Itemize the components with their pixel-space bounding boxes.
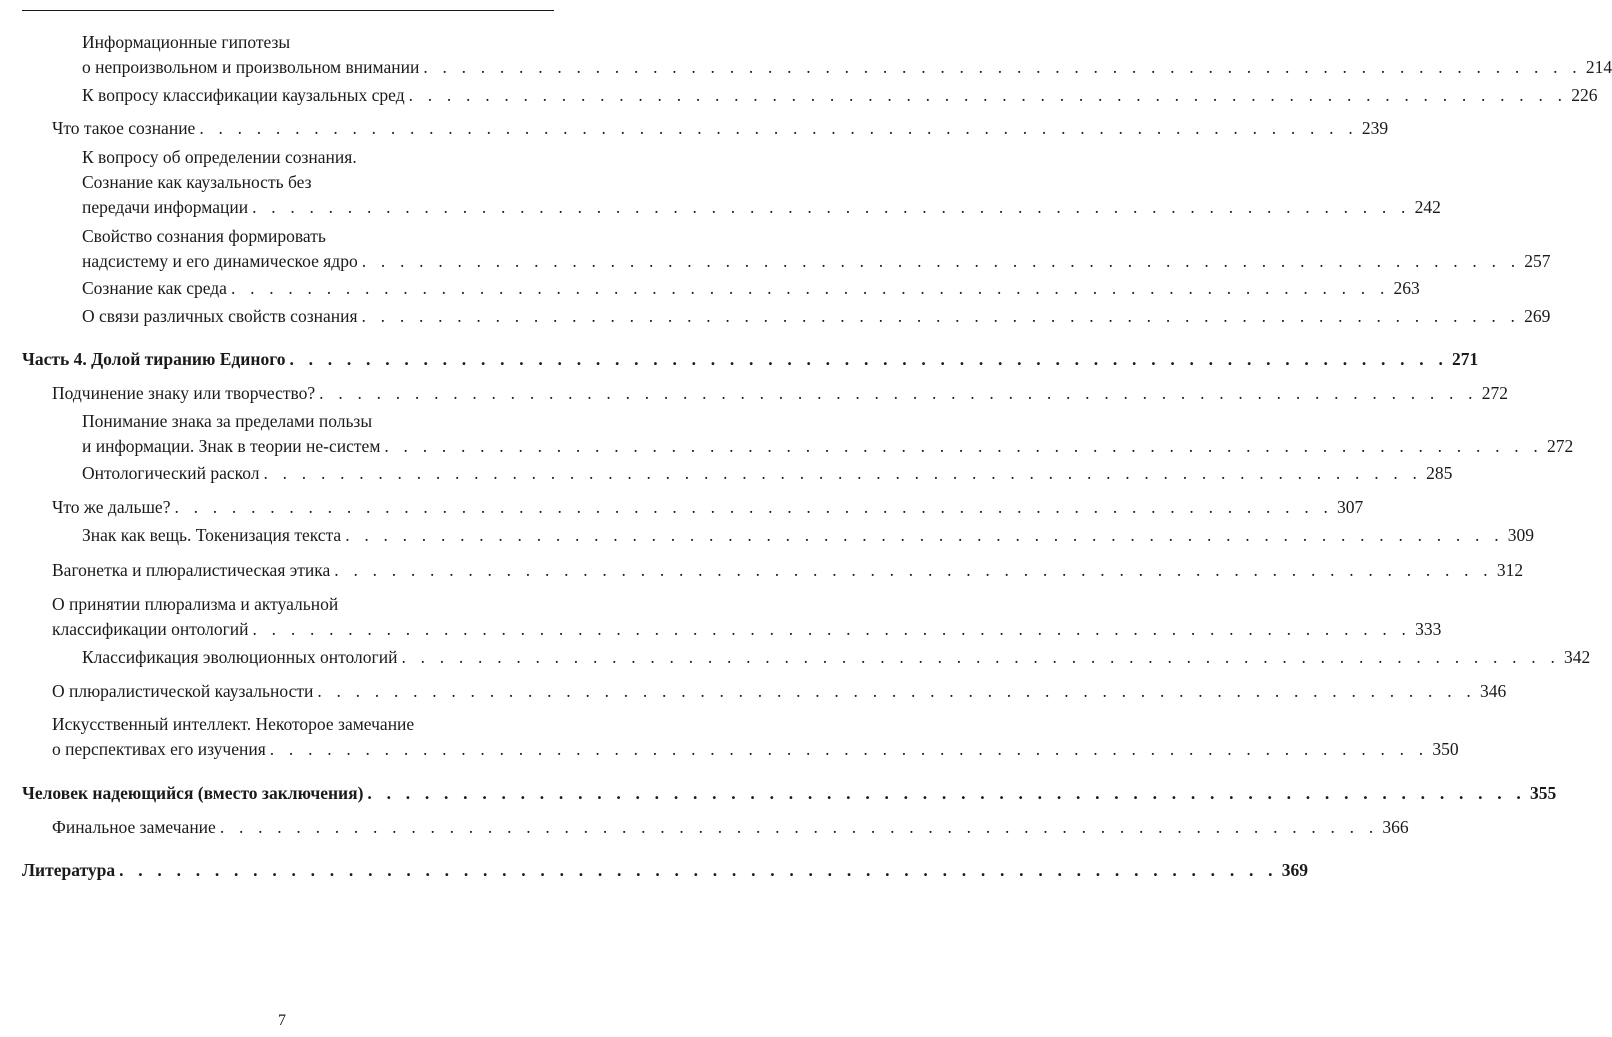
toc-entry-title: Человек надеющийся (вместо заключения) <box>22 783 364 803</box>
toc-entry-title: О связи различных свойств сознания <box>82 306 358 326</box>
dot-leader: . . . . . . . . . . . . . . . . . . . . . . . . . . . . . . . . . . . . . . . . . . . . . . . . . . . . . . . . . . . . . <box>269 739 1429 759</box>
dot-leader: . . . . . . . . . . . . . . . . . . . . . . . . . . . . . . . . . . . . . . . . . . . . . . . . . . . . . . . . . . . . . <box>367 783 1526 803</box>
toc-entry-line <box>82 83 1598 108</box>
toc-entry-page: 239 <box>1361 118 1389 138</box>
toc-entry-line <box>82 145 357 170</box>
toc-entry-page: 272 <box>1481 383 1508 403</box>
toc-entry-title: Знак как вещь. Токенизация текста <box>82 525 342 545</box>
toc-entry-page: 369 <box>1281 860 1308 880</box>
toc-entry-page: 242 <box>1414 197 1441 217</box>
dot-leader: . . . . . . . . . . . . . . . . . . . . . . . . . . . . . . . . . . . . . . . . . . . . . . . . . . . . . . . . . . . . . <box>319 383 1478 403</box>
toc-entry-title: классификации онтологий <box>52 619 249 639</box>
toc-entry-page: 307 <box>1337 497 1364 517</box>
toc-entry-page: 312 <box>1496 560 1524 580</box>
dot-leader: . . . . . . . . . . . . . . . . . . . . . . . . . . . . . . . . . . . . . . . . . . . . . . . . . . . . . . . . . . . . . <box>334 560 1493 580</box>
toc-entry-line <box>82 461 1453 486</box>
toc-entry-title: О плюралистической каузальности <box>52 681 314 701</box>
dot-leader: . . . . . . . . . . . . . . . . . . . . . . . . . . . . . . . . . . . . . . . . . . . . . . . . . . . . . . . . . . . . . <box>263 463 1423 483</box>
toc-entry-title: Литература <box>22 860 116 880</box>
dot-leader: . . . . . . . . . . . . . . . . . . . . . . . . . . . . . . . . . . . . . . . . . . . . . . . . . . . . . . . . . . . . . <box>423 57 1582 77</box>
toc-entry-line <box>22 781 1557 806</box>
toc-entry-line <box>52 495 1364 520</box>
toc-entry-page: 271 <box>1452 349 1479 369</box>
dot-leader: . . . . . . . . . . . . . . . . . . . . . . . . . . . . . . . . . . . . . . . . . . . . . . . . . . . . . . . . . . . . . <box>408 85 1568 105</box>
toc-entry-line <box>82 523 1535 548</box>
toc-entry-line <box>22 858 1308 883</box>
toc-entry-page: 272 <box>1546 436 1574 456</box>
toc-entry-line <box>52 679 1507 704</box>
toc-entry-line <box>22 347 1479 372</box>
toc-entry-title: Искусственный интеллект. Некоторое замечание <box>52 714 415 734</box>
toc-entry-line <box>82 276 1420 301</box>
toc-entry-title: Что же дальше? <box>52 497 171 517</box>
toc-entry-title: О принятии плюрализма и актуальной <box>52 594 339 614</box>
dot-leader: . . . . . . . . . . . . . . . . . . . . . . . . . . . . . . . . . . . . . . . . . . . . . . . . . . . . . . . . . . . . . <box>174 497 1334 517</box>
toc-entry-line <box>82 224 326 249</box>
toc-entry-title: передачи информации <box>82 197 249 217</box>
toc-entry-title: о перспективах его изучения <box>52 739 266 759</box>
toc-entry-page: 350 <box>1432 739 1459 759</box>
toc-entry-line <box>82 304 1551 329</box>
toc-entry-line <box>82 434 1574 459</box>
toc-entry-line <box>52 737 1459 762</box>
dot-leader: . . . . . . . . . . . . . . . . . . . . . . . . . . . . . . . . . . . . . . . . . . . . . . . . . . . . . . . . . . . . . <box>289 349 1449 369</box>
toc-entry-title: Сознание как каузальность без <box>82 172 312 192</box>
toc-entry-title: Вагонетка и плюралистическая этика <box>52 560 331 580</box>
toc-entry-title: Классификация эволюционных онтологий <box>82 647 398 667</box>
toc-entry-title: Часть 4. Долой тиранию Единого <box>22 349 286 369</box>
toc-entry-title: К вопросу классификации каузальных сред <box>82 85 405 105</box>
toc-entry-line <box>82 170 312 195</box>
toc-entry-title: Что такое сознание <box>52 118 196 138</box>
dot-leader: . . . . . . . . . . . . . . . . . . . . . . . . . . . . . . . . . . . . . . . . . . . . . . . . . . . . . . . . . . . . . <box>401 647 1561 667</box>
toc-entry-line <box>52 617 1442 642</box>
toc-entry-title: Сознание как среда <box>82 278 227 298</box>
dot-leader: . . . . . . . . . . . . . . . . . . . . . . . . . . . . . . . . . . . . . . . . . . . . . . . . . . . . . . . . . . . . . <box>345 525 1504 545</box>
toc-entry-line <box>52 116 1389 141</box>
toc-entry-title: Понимание знака за пределами пользы <box>82 411 373 431</box>
dot-leader: . . . . . . . . . . . . . . . . . . . . . . . . . . . . . . . . . . . . . . . . . . . . . . . . . . . . . . . . . . . . . <box>252 197 1411 217</box>
toc-entry-page: 355 <box>1530 783 1557 803</box>
toc-entry-title: Онтологический раскол <box>82 463 260 483</box>
toc-entry-page: 263 <box>1393 278 1420 298</box>
toc-entry-page: 257 <box>1524 251 1551 271</box>
dot-leader: . . . . . . . . . . . . . . . . . . . . . . . . . . . . . . . . . . . . . . . . . . . . . . . . . . . . . . . . . . . . . <box>230 278 1390 298</box>
toc-entry-page: 226 <box>1571 85 1598 105</box>
toc-entry-line <box>52 592 338 617</box>
dot-leader: . . . . . . . . . . . . . . . . . . . . . . . . . . . . . . . . . . . . . . . . . . . . . . . . . . . . . . . . . . . . . <box>199 118 1358 138</box>
toc-entry-title: о непроизвольном и произвольном внимании <box>82 57 420 77</box>
toc-entry-title: Информационные гипотезы <box>82 32 291 52</box>
toc-entry-line <box>82 55 1612 80</box>
toc-entry-line <box>82 249 1551 274</box>
toc-entry-page: 342 <box>1564 647 1591 667</box>
toc-entry-line <box>52 381 1508 406</box>
toc-entry-page: 366 <box>1382 817 1409 837</box>
toc-entry-title: Свойство сознания формировать <box>82 226 326 246</box>
toc-entry-page: 214 <box>1585 57 1612 77</box>
toc-entry-line <box>82 195 1441 220</box>
toc-entry-line <box>82 409 372 434</box>
dot-leader: . . . . . . . . . . . . . . . . . . . . . . . . . . . . . . . . . . . . . . . . . . . . . . . . . . . . . . . . . . . . . <box>119 860 1278 880</box>
toc-entry-title: Подчинение знаку или творчество? <box>52 383 316 403</box>
top-rule <box>22 10 554 11</box>
dot-leader: . . . . . . . . . . . . . . . . . . . . . . . . . . . . . . . . . . . . . . . . . . . . . . . . . . . . . . . . . . . . . <box>384 436 1543 456</box>
dot-leader: . . . . . . . . . . . . . . . . . . . . . . . . . . . . . . . . . . . . . . . . . . . . . . . . . . . . . . . . . . . . . <box>317 681 1476 701</box>
toc-entry-page: 309 <box>1507 525 1535 545</box>
toc-entry-line <box>82 30 290 55</box>
toc-entry-title: К вопросу об определении сознания. <box>82 147 357 167</box>
toc-entry-line <box>52 558 1524 583</box>
dot-leader: . . . . . . . . . . . . . . . . . . . . . . . . . . . . . . . . . . . . . . . . . . . . . . . . . . . . . . . . . . . . . <box>361 306 1521 326</box>
toc-entry-title: Финальное замечание <box>52 817 216 837</box>
dot-leader: . . . . . . . . . . . . . . . . . . . . . . . . . . . . . . . . . . . . . . . . . . . . . . . . . . . . . . . . . . . . . <box>361 251 1521 271</box>
toc-entry-title: надсистему и его динамическое ядро <box>82 251 358 271</box>
toc-entry-title: и информации. Знак в теории не-систем <box>82 436 381 456</box>
page-number: 7 <box>278 1012 286 1029</box>
toc-entry-page: 269 <box>1524 306 1551 326</box>
dot-leader: . . . . . . . . . . . . . . . . . . . . . . . . . . . . . . . . . . . . . . . . . . . . . . . . . . . . . . . . . . . . . <box>219 817 1379 837</box>
toc-entry-line <box>52 815 1409 840</box>
toc-entry-line <box>82 645 1591 670</box>
toc-entry-page: 346 <box>1479 681 1507 701</box>
dot-leader: . . . . . . . . . . . . . . . . . . . . . . . . . . . . . . . . . . . . . . . . . . . . . . . . . . . . . . . . . . . . . <box>252 619 1412 639</box>
toc-entry-line <box>52 712 414 737</box>
toc-entry-page: 285 <box>1426 463 1453 483</box>
toc-entry-page: 333 <box>1415 619 1442 639</box>
